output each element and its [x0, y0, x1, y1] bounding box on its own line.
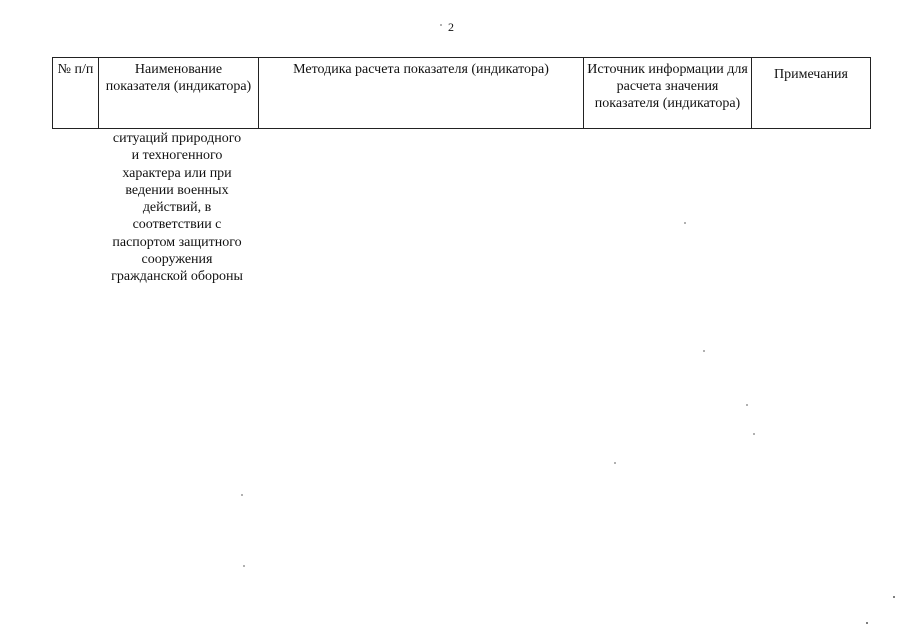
scan-speck — [893, 596, 895, 598]
scan-speck — [746, 404, 748, 406]
header-name: Наименование показателя (индикатора) — [99, 58, 259, 129]
continuation-line: сооружения — [141, 252, 213, 268]
scan-speck — [753, 433, 755, 435]
header-notes: Примечания — [752, 58, 871, 129]
continuation-line: характера или при — [122, 165, 232, 181]
scan-speck — [614, 462, 616, 464]
indicator-name-continuation — [101, 130, 253, 286]
scan-speck — [243, 565, 245, 567]
continuation-line: и техногенного — [131, 148, 223, 164]
header-num: № п/п — [53, 58, 99, 129]
continuation-line: ведении военных — [125, 182, 229, 198]
continuation-line: действий, в — [142, 200, 212, 216]
scan-speck — [866, 622, 868, 624]
continuation-line: ситуаций природного — [112, 131, 242, 146]
header-source: Источник информации для расчета значения показателя (индикатора) — [584, 58, 752, 129]
continuation-line: соответствии с — [132, 217, 222, 233]
continuation-line: гражданской обороны — [111, 269, 243, 285]
table-header — [52, 57, 871, 129]
header-row — [53, 58, 871, 129]
scan-speck — [440, 24, 442, 26]
scan-speck — [684, 222, 686, 224]
continuation-line: паспортом защитного — [112, 234, 242, 250]
scan-speck — [703, 350, 705, 352]
header-method: Методика расчета показателя (индикатора) — [259, 58, 584, 129]
scan-speck — [241, 494, 243, 496]
page-number: 2 — [448, 20, 454, 34]
indicator-table — [52, 57, 871, 129]
